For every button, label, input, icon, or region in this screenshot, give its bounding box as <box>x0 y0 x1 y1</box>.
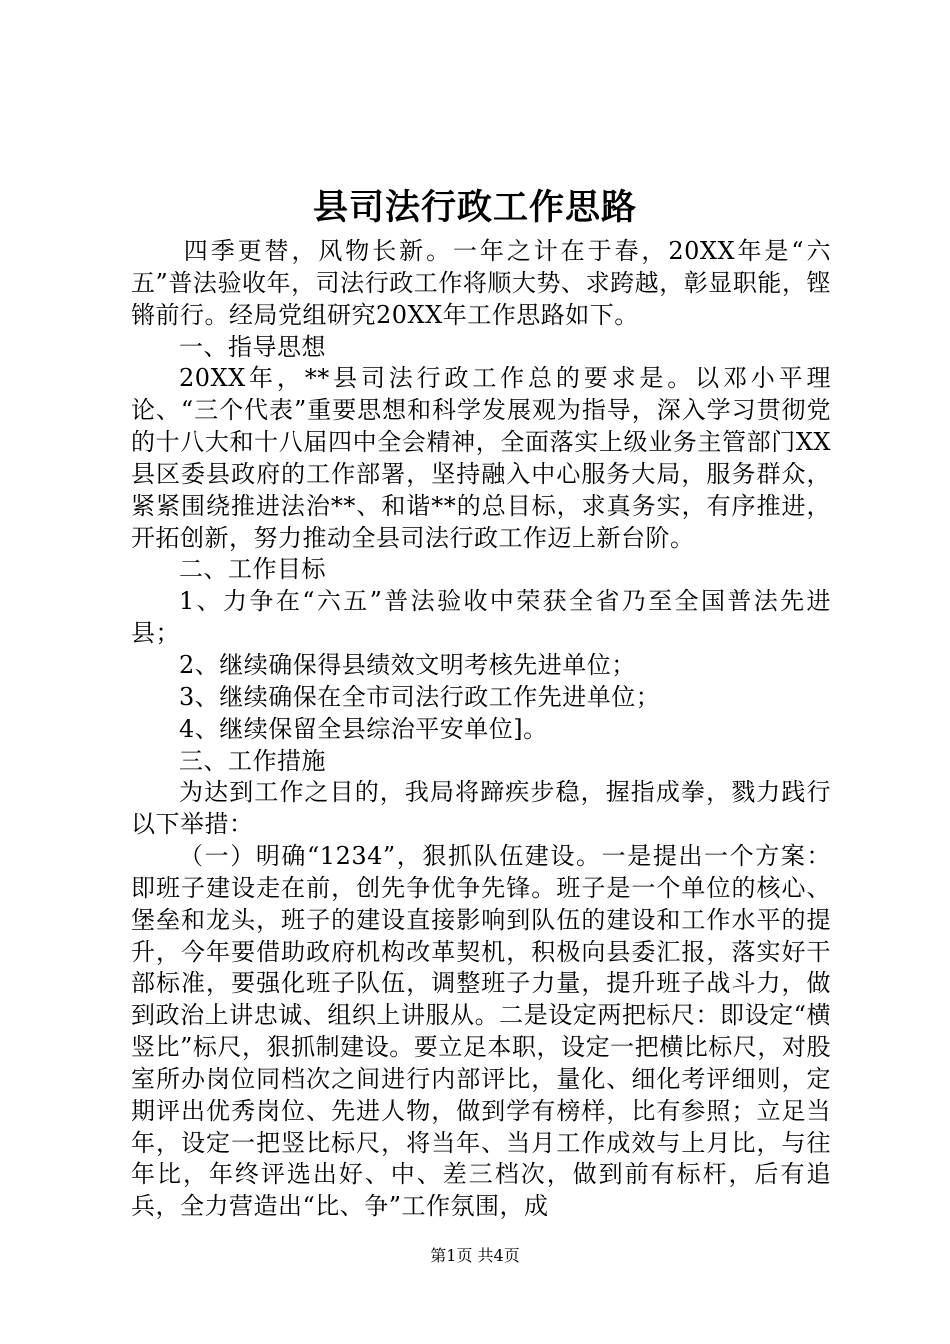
section-heading-work-goals: 二、工作目标 <box>179 555 326 584</box>
intro-paragraph: 四季更替，风物长新。一年之计在于春，20XX年是“六五”普法验收年，司法行政工作将顺大势、求跨越，彰显职能，铿锵前行。经局党组研究20XX年工作思路如下。 <box>131 237 831 329</box>
goal-item-1: 1、力争在“六五”普法验收中荣获全省乃至全国普法先进县； <box>131 587 831 648</box>
document-body <box>131 236 831 1223</box>
goal-item-4: 4、继续保留全县综治平安单位]。 <box>179 714 548 743</box>
measures-intro-paragraph: 为达到工作之目的，我局将蹄疾步稳，握指成拳，戮力践行以下举措： <box>131 778 831 839</box>
measure-1-paragraph: （一）明确“1234”，狠抓队伍建设。一是提出一个方案：即班子建设走在前，创先争优争先锋。班子是一个单位的核心、堡垒和龙头，班子的建设直接影响到队伍的建设和工作水平的提升，今年要借助政府机构改革契机，积极向县委汇报，落实好干部标准，要强化班子队伍，调整班子力量，提升班子战斗力，做到政治上讲忠诚、组织上讲服从。二是设定两把标尺：即设定“横竖比”标尺，狠抓制建设。要立足本职，设定一把横比标尺，对股室所办岗位同档次之间进行内部评比，量化、细化考评细则，定期评出优秀岗位、先进人物，做到学有榜样，比有参照；立足当年，设定一把竖比标尺，将当年、当月工作成效与上月比，与往年比，年终评选出好、中、差三档次，做到前有标杆，后有追兵，全力营造出“比、争”工作氛围，成 <box>131 842 831 1221</box>
section-heading-work-measures: 三、工作措施 <box>179 746 326 775</box>
section-heading-guiding-thought: 一、指导思想 <box>179 332 326 361</box>
page-footer: 第1页 共4页 <box>430 1246 520 1265</box>
document-title: 县司法行政工作思路 <box>312 187 637 228</box>
guiding-thought-paragraph: 20XX年，**县司法行政工作总的要求是。以邓小平理论、“三个代表”重要思想和科学发展观为指导，深入学习贯彻党的十八大和十八届四中全会精神，全面落实上级业务主管部门XX县区委县政府的工作部署，坚持融入中心服务大局，服务群众，紧紧围绕推进法治**、和谐**的总目标，求真务实，有序推进，开拓创新，努力推动全县司法行政工作迈上新台阶。 <box>131 364 831 552</box>
goal-item-2: 2、继续确保得县绩效文明考核先进单位； <box>179 650 636 679</box>
goal-item-3: 3、继续确保在全市司法行政工作先进单位； <box>179 682 661 711</box>
